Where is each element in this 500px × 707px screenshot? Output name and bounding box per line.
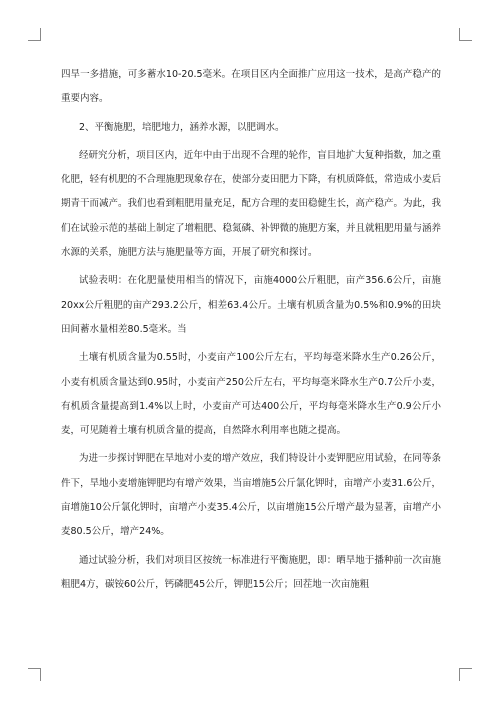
paragraph-4: 试验表明：在化肥量使用相当的情况下，亩施4000公斤粗肥，亩产356.6公斤，亩施20xx公斤粗肥的亩产293.2公斤，相差63.4公斤。土壤有机质含量为0.5%和0.9%的田块田间蓄水量相差80.5毫米。当 [61, 275, 441, 335]
document-body [61, 63, 441, 601]
crop-mark-bottom-left [28, 668, 41, 681]
paragraph-6: 为进一步探讨钾肥在旱地对小麦的增产效应，我们特设计小麦钾肥应用试验，在同等条件下，旱地小麦增施钾肥均有增产效果，当亩增施5公斤氯化钾时，亩增产小麦31.6公斤，亩增施10公斤氯化钾时，亩增产小麦35.4公斤，以亩增施15公斤增产最为显著，亩增产小麦80.5公斤，增产24%。 [61, 453, 441, 538]
paragraph-1: 四旱一多措施，可多蓄水10-20.5毫米。在项目区内全面推广应用这一技术，是高产稳产的重要内容。 [61, 69, 441, 105]
paragraph-7: 通过试验分析，我们对项目区按统一标准进行平衡施肥，即：晒旱地于播种前一次亩施粗肥4方，碳铵60公斤，钙磷肥45公斤，钾肥15公斤；回茬地一次亩施粗 [61, 554, 441, 590]
paragraph-2-heading: 2、平衡施肥，培肥地力，涵养水源，以肥调水。 [79, 121, 285, 133]
crop-mark-top-right [459, 28, 472, 41]
crop-mark-bottom-right [459, 668, 472, 681]
paragraph-5: 土壤有机质含量为0.55时，小麦亩产100公斤左右，平均每毫米降水生产0.26公斤，小麦有机质含量达到0.95时，小麦亩产250公斤左右，平均每毫米降水生产0.7公斤小麦，有机质含量提高到1.4%以上时，小麦亩产可达400公斤，平均每毫米降水生产0.9公斤小麦，可见随着土壤有机质含量的提高，自然降水利用率也随之提高。 [61, 352, 441, 437]
paragraph-3: 经研究分析，项目区内，近年中由于出现不合理的轮作，盲目地扩大复种指数，加之重化肥，轻有机肥的不合理施肥现象存在，使部分麦田肥力下降，有机质降低，常造成小麦后期青干而减产。我们也看到粗肥用量充足，配方合理的麦田稳健生长，高产稳产。为此，我们在试验示范的基础上制定了增粗肥、稳氮磷、补钾微的施肥方案，并且就粗肥用量与涵养水源的关系，施肥方法与施肥量等方面，开展了研究和探讨。 [61, 149, 442, 259]
crop-mark-top-left [28, 28, 41, 41]
